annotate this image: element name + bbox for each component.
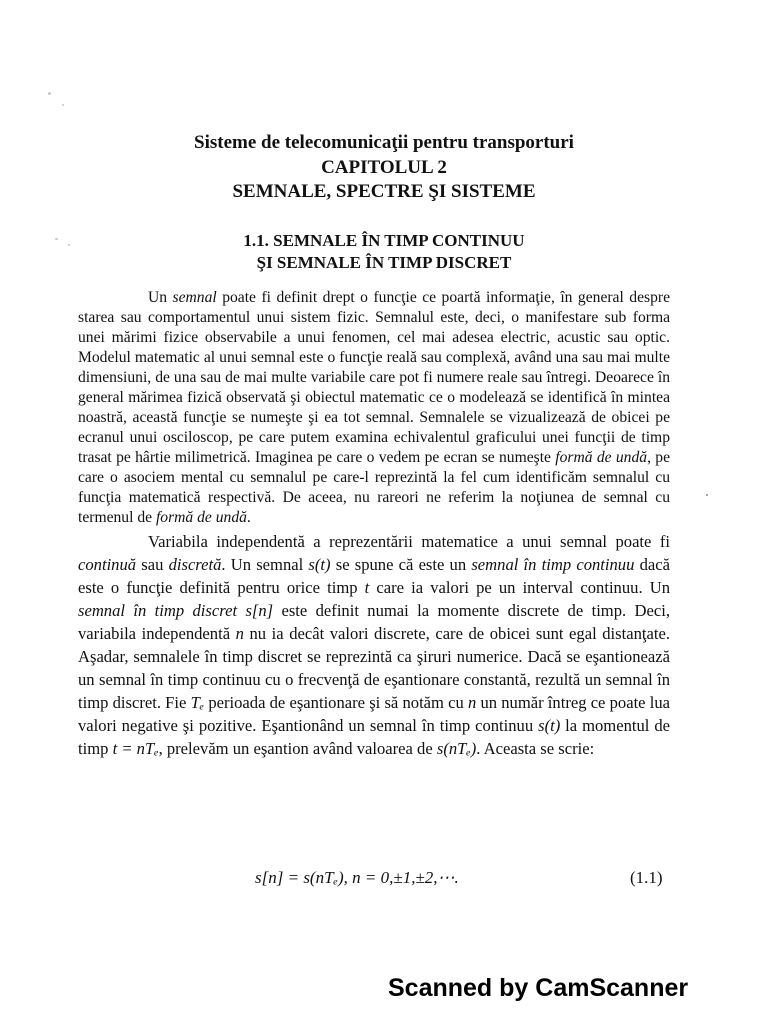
section-heading xyxy=(0,230,768,274)
chapter-number: CAPITOLUL 2 xyxy=(321,157,447,178)
chapter-title: SEMNALE, SPECTRE ŞI SISTEME xyxy=(232,181,536,202)
section-title-line-2: ŞI SEMNALE ÎN TIMP DISCRET xyxy=(256,253,512,272)
scan-speck xyxy=(48,92,51,95)
equation-number: (1.1) xyxy=(630,868,663,887)
scan-speck xyxy=(706,494,708,496)
book-title: Sisteme de telecomunicaţii pentru transporturi xyxy=(194,132,574,153)
paragraph-1: Un semnal poate fi definit drept o funcţie ce poartă informaţie, în general despre starea sau comportamentul unui sistem fizic. Semnalul este, deci, o manifestare sub forma unei mărimi fizice observabile a unui fenomen, cel mai adesea electric, acustic sau optic. Modelul matematic al unui semnal este o funcţie reală sau complexă, având una sau mai multe dimensiuni, de una sau de mai multe variabile care pot fi numere reale sau întregi. Deoarece în general mărimea fizică observată şi obiectul matematic ce o modelează se identifică în mintea noastră, această funcţie se numeşte şi ea tot semnal. Semnalele se vizualizează de obicei pe ecranul unui osciloscop, pe care putem examina echivalentul graficului unei funcţii de timp trasat pe hârtie milimetrică. Imaginea pe care o vedem pe ecran se numeşte formă de undă, pe care o asociem mental cu semnalul pe care-l reprezintă la fel cum identificăm semnalul cu funcţia matematică respectivă. De aceea, nu rareori ne referim la noţiunea de semnal cu termenul de formă de undă. xyxy=(78,289,671,526)
scanner-watermark: Scanned by CamScanner xyxy=(388,974,689,1002)
scan-speck xyxy=(62,104,64,106)
section-title-line-1: 1.1. SEMNALE ÎN TIMP CONTINUU xyxy=(243,231,525,250)
page-header xyxy=(0,130,768,204)
paragraph-2: Variabila independentă a reprezentării matematice a unui semnal poate fi continuă sau discretă. Un semnal s(t) se spune că este un semnal în timp continuu dacă este o funcţie definită pentru orice timp t care ia valori pe un interval continuu. Un semnal în timp discret s[n] este definit numai la momente discrete de timp. Deci, variabila independentă n nu ia decât valori discrete, care de obicei sunt egal distanţate. Aşadar, semnalele în timp discret se reprezintă ca şiruri numerice. Dacă se eşantionează un semnal în timp continuu cu o frecvenţă de eşantionare constantă, rezultă un semnal în timp discret. Fie Tₑ perioada de eşantionare şi să notăm cu n un număr întreg ce poate lua valori negative şi pozitive. Eşantionând un semnal în timp continuu s(t) la momentul de timp t = nTₑ, prelevăm un eşantion având valoarea de s(nTₑ). Aceasta se scrie: xyxy=(78,532,671,758)
body-text xyxy=(78,288,670,760)
equation-formula: s[n] = s(nTₑ), n = 0,±1,±2,⋯. xyxy=(255,868,459,887)
